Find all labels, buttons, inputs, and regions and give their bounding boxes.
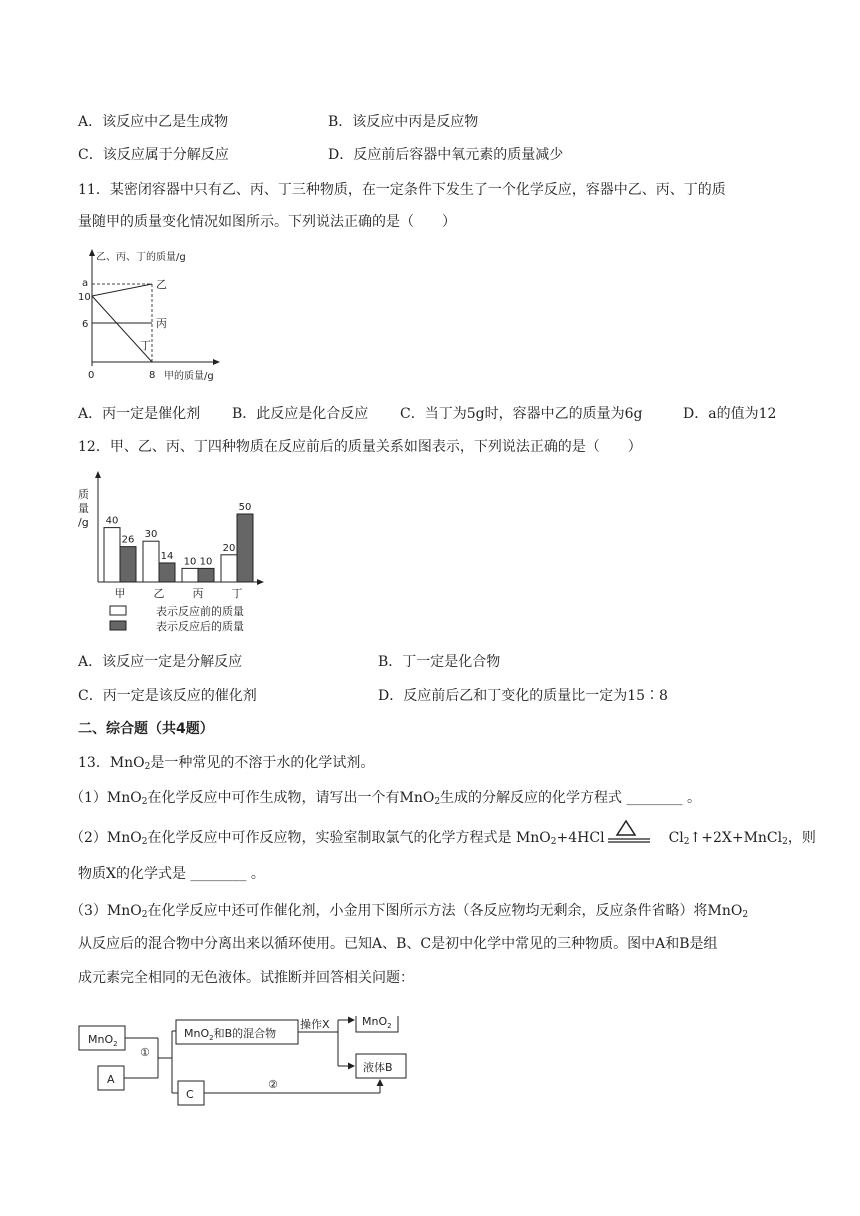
- x-axis-arrow: [213, 359, 220, 365]
- q13-intro: 13．MnO$_2$是一种常见的不溶于水的化学试剂。: [78, 755, 375, 772]
- ylabel-1: 质: [78, 488, 89, 501]
- bar-value-label: 14: [160, 550, 174, 562]
- liquid-b-label: 液体B: [363, 1061, 393, 1074]
- series-yi-line: [92, 284, 152, 296]
- q13-part3-line3: 成元素完全相同的无色液体。试推断并回答相关问题：: [78, 970, 414, 986]
- series-ding-line: [92, 296, 152, 362]
- step2-label: ②: [268, 1078, 278, 1091]
- bar-after-1: [159, 563, 175, 582]
- y-axis-arrow: [95, 471, 101, 478]
- box-c-label: C: [186, 1088, 194, 1101]
- legend-before-label: 表示反应前的质量: [156, 605, 244, 618]
- legend-after-label: 表示反应后的质量: [156, 620, 244, 633]
- bar-after-3: [237, 514, 253, 582]
- q13-part3-line2: 从反应后的混合物中分离出来以循环使用。已知A、B、C是初中化学中常见的三种物质。图中A和B是组: [78, 936, 718, 952]
- bar-value-label: 26: [121, 534, 135, 546]
- bar-before-3: [221, 555, 237, 582]
- label-ding: 丁: [140, 339, 151, 352]
- q11-option-c: C．当丁为5g时，容器中乙的质量为6g: [400, 406, 643, 422]
- q10-option-d: D．反应前后容器中氧元素的质量减少: [328, 147, 564, 163]
- legend-after-swatch: [110, 621, 126, 630]
- ytick-6: 6: [82, 319, 89, 330]
- category-label: 乙: [153, 587, 165, 600]
- category-label: 丁: [231, 587, 243, 600]
- blank-1[interactable]: ________: [626, 790, 683, 806]
- q13-part2-line2: 物质X的化学式是 ________ 。: [78, 866, 265, 882]
- blank-2[interactable]: ________: [190, 866, 247, 882]
- svg-text:MnO2: MnO$_2$: [88, 1033, 118, 1048]
- bar-before-0: [104, 528, 120, 582]
- q12-stem: 12．甲、乙、丙、丁四种物质在反应前后的质量关系如图表示，下列说法正确的是（ ）: [78, 439, 642, 455]
- step1-label: ①: [140, 1046, 150, 1059]
- svg-text:MnO2和B的混合物: MnO$_2$和B的混合物: [184, 1027, 277, 1042]
- bar-value-label: 20: [222, 542, 236, 554]
- q10-option-a: A．该反应中乙是生成物: [78, 114, 229, 130]
- q12-option-d: D．反应前后乙和丁变化的质量比一定为15∶8: [378, 688, 668, 704]
- bar-value-label: 10: [183, 556, 197, 568]
- label-bing: 丙: [156, 317, 167, 330]
- q11-stem-line2: 量随甲的质量变化情况如图所示。下列说法正确的是（ ）: [78, 214, 456, 230]
- ylabel-2: 量: [78, 502, 89, 515]
- bar-after-0: [120, 547, 136, 582]
- bar-before-1: [143, 541, 159, 582]
- bar-value-label: 40: [105, 515, 119, 527]
- q12-bar-chart: [70, 470, 280, 640]
- category-label: 甲: [114, 587, 126, 600]
- q10-option-c: C．该反应属于分解反应: [78, 147, 229, 163]
- q11-stem-line1: 11．某密闭容器中只有乙、丙、丁三种物质，在一定条件下发生了一个化学反应，容器中乙、丙、丁的质: [78, 182, 726, 198]
- y-axis-arrow: [89, 249, 95, 256]
- xtick-8: 8: [149, 370, 156, 381]
- ytick-10: 10: [78, 292, 91, 303]
- section-title: 二、综合题（共4题）: [78, 721, 214, 737]
- q11-option-b: B．此反应是化合反应: [232, 406, 369, 422]
- q12-option-c: C．丙一定是该反应的催化剂: [78, 688, 257, 704]
- q13-part1: （1）MnO$_2$在化学反应中可作生成物，请写出一个有MnO$_2$生成的分解反应的化学方程式 ________ 。: [70, 790, 701, 807]
- category-label: 丙: [192, 587, 204, 600]
- q11-line-chart: [78, 246, 238, 386]
- xlabel: 甲的质量/g: [164, 371, 214, 382]
- bar-value-label: 50: [238, 502, 252, 513]
- q13-part3: （3）MnO$_2$在化学反应中还可作催化剂，小金用下图所示方法（各反应物均无剩余，反应条件省略）将MnO$_2$: [70, 903, 749, 920]
- ylabel-3: /g: [78, 516, 89, 529]
- legend-before-swatch: [110, 606, 126, 615]
- bar-value-label: 30: [144, 529, 158, 541]
- bar-after-2: [198, 568, 214, 582]
- bar-value-label: 10: [199, 556, 213, 568]
- label-yi: 乙: [156, 278, 167, 291]
- q13-part2: （2）MnO$_2$在化学反应中可作反应物，实验室制取氯气的化学方程式是 MnO$_2$+4HCl $Cl_2↑+2X+MnCl_2$，则: [70, 830, 816, 847]
- origin-label: 0: [88, 370, 95, 381]
- x-axis-arrow: [257, 579, 264, 585]
- box-a-label: A: [107, 1073, 115, 1086]
- q12-option-b: B．丁一定是化合物: [378, 654, 501, 670]
- ytick-a: a: [82, 278, 89, 289]
- q10-option-b: B．该反应中丙是反应物: [328, 114, 479, 130]
- op-label: 操作X: [300, 1018, 330, 1031]
- q12-option-a: A．该反应一定是分解反应: [78, 654, 243, 670]
- reaction-condition-heat-icon: [606, 818, 652, 844]
- q11-option-d: D．a的值为12: [683, 406, 777, 422]
- bar-before-2: [182, 568, 198, 582]
- q11-option-a: A．丙一定是催化剂: [78, 406, 201, 422]
- svg-text:MnO2: MnO$_2$: [362, 1016, 392, 1030]
- ylabel: 乙、丙、丁的质量/g: [96, 252, 186, 263]
- q13-flow-diagram: [76, 1016, 416, 1108]
